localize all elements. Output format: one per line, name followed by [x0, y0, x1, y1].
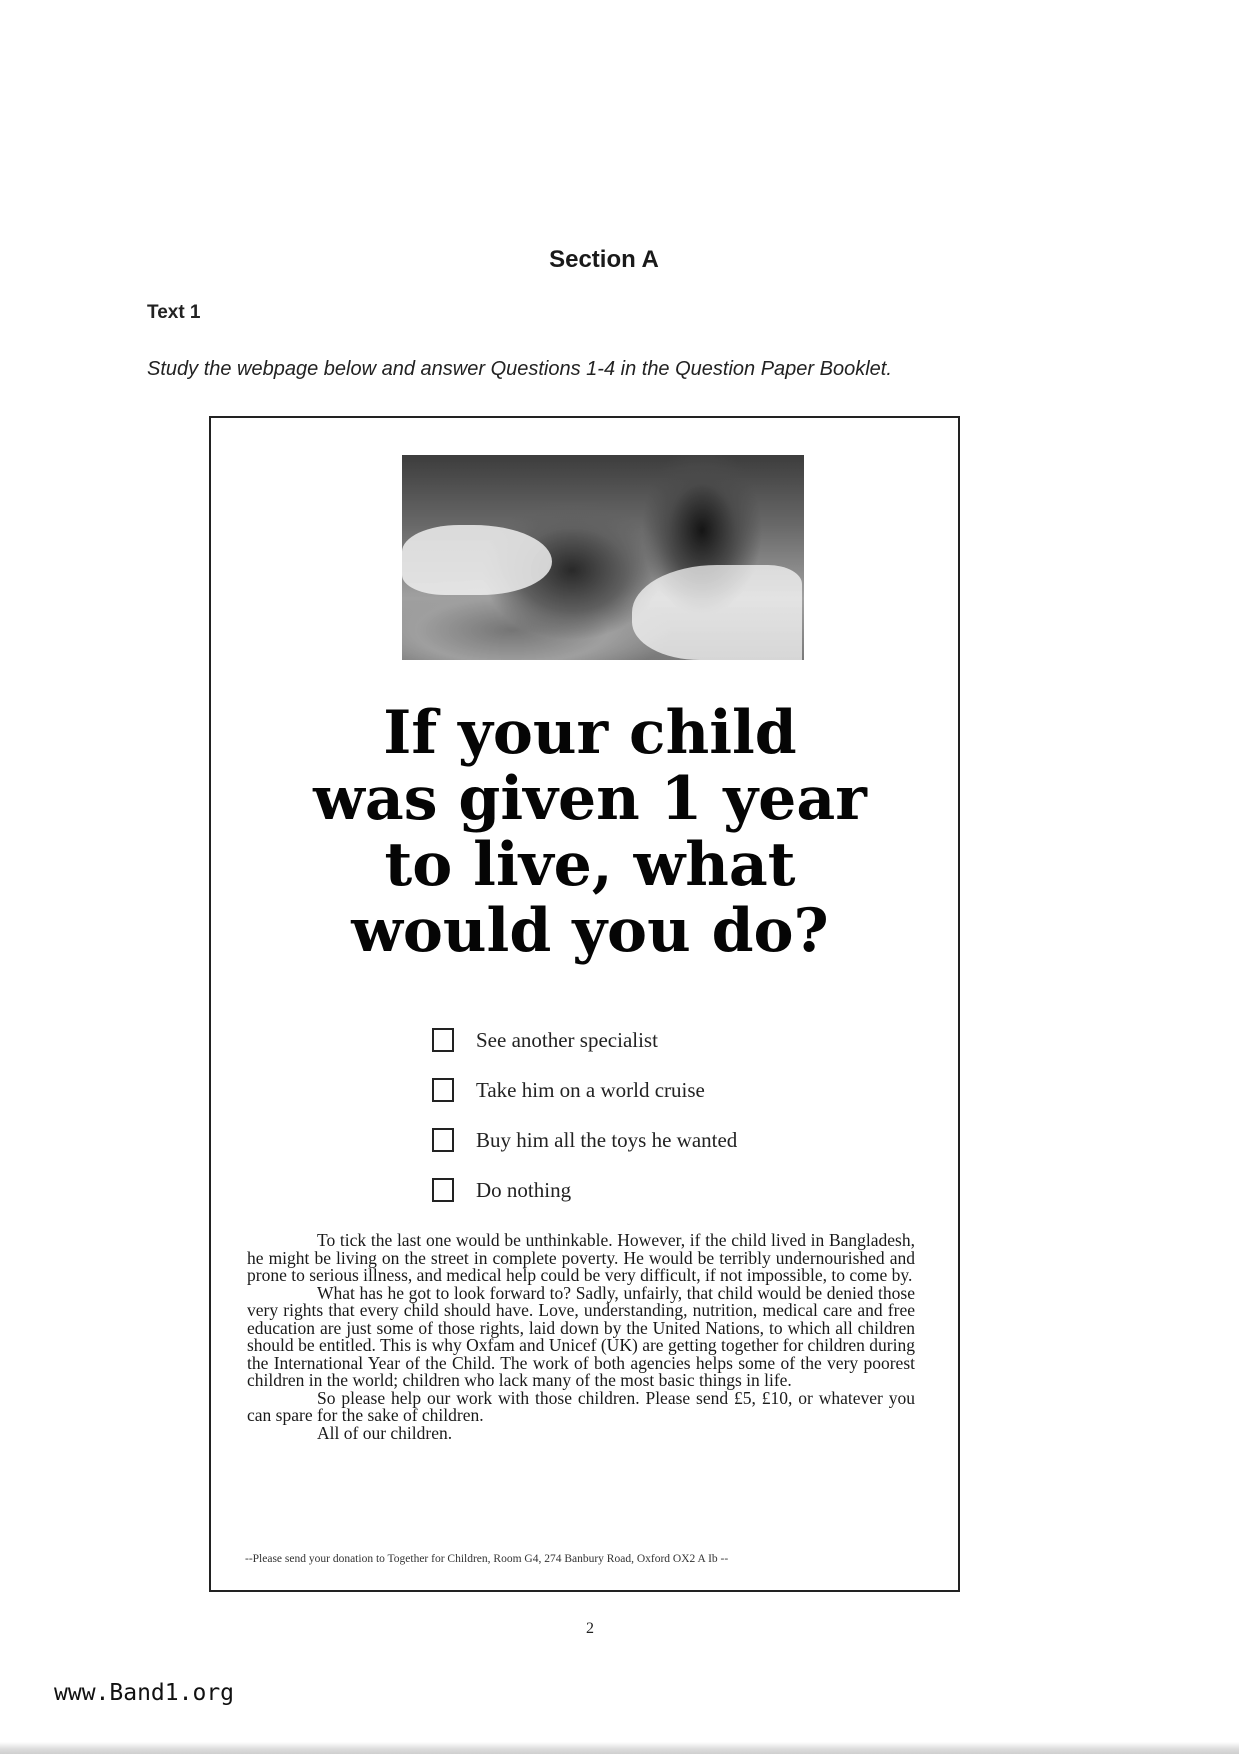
sheet-shape: [632, 565, 802, 660]
headline-line: to live, what: [384, 830, 796, 900]
scan-edge: [0, 1742, 1239, 1754]
page-number: 2: [586, 1620, 594, 1637]
body-paragraph: To tick the last one would be unthinkable. However, if the child lived in Bangladesh, he might be living on the street in complete poverty. He would be terribly undernourished and prone to serious illness, and medical help could be very difficult, if not impossible, to come by.: [247, 1230, 915, 1285]
checkbox-icon: [432, 1078, 454, 1102]
headline-line: would you do?: [351, 896, 829, 966]
body-paragraph: What has he got to look forward to? Sadly, unfairly, that child would be denied those very rights that every child should have. Love, understanding, nutrition, medical care and free education are just some of those rights, laid down by the United Nations, to which all children should be entitled. This is why Oxfam and Unicef (UK) are getting together for children during the International Year of the Child. The work of both agencies helps some of the very poorest children in the world; children who lack many of the most basic things in life.: [247, 1282, 915, 1390]
option-row: [432, 1065, 737, 1115]
option-row: [432, 1015, 737, 1065]
section-title: Section A: [549, 246, 659, 273]
headline-line: If your child: [383, 698, 797, 768]
checkbox-icon: [432, 1178, 454, 1202]
option-row: [432, 1165, 737, 1215]
headline-line: was given 1 year: [313, 764, 867, 834]
option-row: [432, 1115, 737, 1165]
advert-body: [247, 1232, 915, 1442]
checkbox-icon: [432, 1128, 454, 1152]
body-paragraph: So please help our work with those children. Please send £5, £10, or whatever you can spare for the sake of children.: [247, 1387, 915, 1425]
option-label: See another specialist: [476, 1027, 658, 1052]
body-signoff: All of our children.: [317, 1422, 453, 1443]
instruction-text: Study the webpage below and answer Questions 1-4 in the Question Paper Booklet.: [147, 358, 892, 380]
advert-headline: [260, 700, 920, 964]
child-in-bed-photo: [402, 455, 804, 660]
text-label: Text 1: [147, 302, 201, 323]
checkbox-icon: [432, 1028, 454, 1052]
donation-address: --Please send your donation to Together for Children, Room G4, 274 Banbury Road, Oxford OX2 A Ib --: [245, 1553, 729, 1565]
pillow-shape: [402, 525, 552, 595]
option-label: Buy him all the toys he wanted: [476, 1127, 738, 1152]
watermark-url: www.Band1.org: [54, 1680, 235, 1706]
option-label: Do nothing: [476, 1177, 572, 1202]
options-checklist: [432, 1015, 737, 1215]
option-label: Take him on a world cruise: [476, 1077, 705, 1102]
